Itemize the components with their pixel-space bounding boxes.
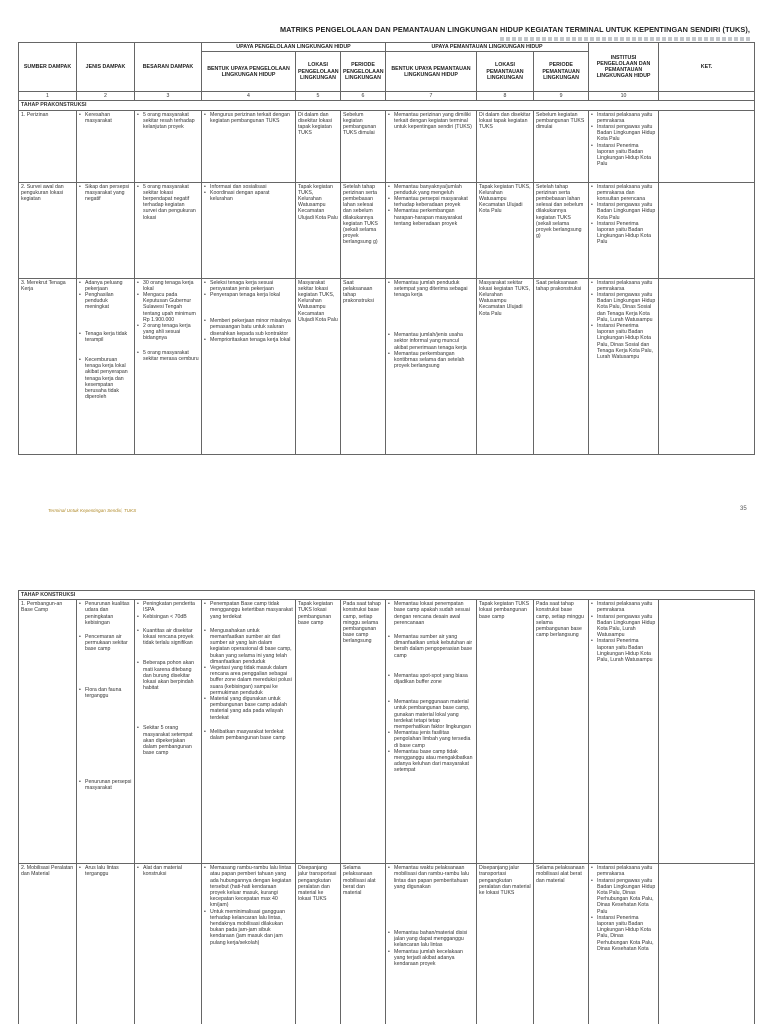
col-number: 5: [296, 92, 341, 101]
cell-institusi: [589, 278, 659, 454]
cell-institusi: [589, 110, 659, 182]
list-item: • Penghasilan penduduk meningkat: [79, 292, 132, 311]
cell-besaran: [135, 278, 202, 454]
list-item: • Instansi pengawas yaitu Badan Lingkungan Hidup Kota Palu: [591, 124, 656, 143]
cell-jenis: [77, 278, 135, 454]
table-row: [19, 182, 755, 278]
list-item: • Memantau persepsi masyarakat terhadap keberadaan proyek: [388, 196, 474, 208]
list-item: • Peningkatan penderita ISPA: [137, 601, 199, 613]
col-number: 7: [386, 92, 477, 101]
cell-sumber: 1. Perizinan: [19, 110, 77, 182]
list-item: • Sikap dan persepsi masyarakat yang negatif: [79, 184, 132, 203]
list-item: • Arus lalu lintas terganggu: [79, 865, 132, 877]
list-item: • Melibatkan masyarakat terdekat dalam pembangunan base camp: [204, 729, 293, 741]
col-besaran-dampak: BESARAN DAMPAK: [135, 43, 202, 92]
page-gap: [0, 530, 768, 540]
list-item: • Instansi Penerima laporan yaitu Badan Lingkungan Hidup Kota Palu, Dinas Sosial dan Tenaga Kerja Kota Palu, Lurah Watusampu: [591, 323, 656, 360]
cell-besaran: [135, 110, 202, 182]
cell-periode-pantau: Saat pelaksanaan tahap prakonstruksi: [534, 278, 589, 454]
cell-lokasi-pantau: Masyarakat sekitar lokasi kegiatan TUKS, Kelurahan Watusampu Kecamatan Ulujadi Kota Palu: [477, 278, 534, 454]
cell-bentuk-kelola: [202, 110, 296, 182]
list-item: • Memantau lokasi penempatan base camp apakah sudah sesuai dengan rencana desain awal perencanaan: [388, 601, 474, 626]
col-number: 9: [534, 92, 589, 101]
cell-bentuk-pantau: [386, 278, 477, 454]
cell-bentuk-pantau: [386, 182, 477, 278]
list-item: • Seleksi tenaga kerja sesuai persyaratan jenis pekerjaan: [204, 280, 293, 292]
list-item: • 5 orang masyarakat sekitar resah terhadap kelanjutan proyek: [137, 112, 199, 131]
col-number: 10: [589, 92, 659, 101]
cell-institusi: [589, 600, 659, 864]
cell-periode-pantau: Selama pelaksanaan mobilisasi alat berat dan material: [534, 864, 589, 1024]
list-item: • Instansi pelaksana yaitu pemrakarsa: [591, 865, 656, 877]
cell-ket: [659, 278, 755, 454]
list-item: • Memantau penggunaan material untuk pembangunan base camp, gunakan material lokal yang terdekat tetapi tetap memperhatikan faktor lingkungan: [388, 699, 474, 730]
cell-jenis: [77, 110, 135, 182]
cell-lokasi-kelola: Tapak kegiatan TUKS, Kelurahan Watusampu Kecamatan Ulujadi Kota Palu: [296, 182, 341, 278]
cell-bentuk-pantau: [386, 600, 477, 864]
page-number: 35: [740, 506, 747, 512]
list-item: • 5 orang masyarakat sekitar lokasi berpendapat negatif terhadap kegiatan survei dan pengukuran lokasi: [137, 184, 199, 221]
list-item: • Memantau perkembangan harapan-harapan masyarakat tentang keberadaan proyek: [388, 208, 474, 227]
list-item: • Penurunan kualitas udara dan peningkatan kebisingan: [79, 601, 132, 626]
list-item: • Koordinasi dengan aparat kelurahan: [204, 190, 293, 202]
table-row: [19, 110, 755, 182]
list-item: • 30 orang tenaga kerja lokal: [137, 280, 199, 292]
list-item: • Keresahan masyarakat: [79, 112, 132, 124]
cell-sumber: 2. Survei awal dan pengukuran lokasi kegiatan: [19, 182, 77, 278]
list-item: • Untuk meminimalisasi gangguan terhadap kelancaran lalu lintas, hendaknya mobilisasi dilakukan bukan pada jam-jam sibuk kendaraan (jam masuk dan jam pulang kerja/sekolah): [204, 909, 293, 946]
cell-periode-pantau: Setelah tahap perizinan serta pembebasan lahan selesai dan sebelum dilakukannya kegiatan TUKS (sekali selama proyek berlangsung g): [534, 182, 589, 278]
col-number: 1: [19, 92, 77, 101]
list-item: • Instansi pelaksana yaitu pemrakarsa: [591, 112, 656, 124]
cell-institusi: [589, 182, 659, 278]
cell-besaran: [135, 864, 202, 1024]
list-item: • Memantau perkembangan kontibrnas selama dan setelah proyek berlangsung: [388, 351, 474, 370]
list-item: • Kebisingan < 70dB: [137, 614, 199, 620]
cell-sumber: 3. Merekrut Tenaga Kerja: [19, 278, 77, 454]
cell-bentuk-kelola: [202, 182, 296, 278]
cell-ket: [659, 110, 755, 182]
cell-ket: [659, 864, 755, 1024]
list-item: • 2 orang tenaga kerja yang ahli sesuai bidangnya: [137, 323, 199, 342]
cell-lokasi-kelola: Tapak kegiatan TUKS lokasi pembangunan base camp: [296, 600, 341, 864]
col-number: 4: [202, 92, 296, 101]
list-item: • Memantau jumlah kecelakaan yang terjadi akibat adanya kendaraan proyek: [388, 949, 474, 968]
col-periode-pemantauan: PERIODE PEMANTAUAN LINGKUNGAN: [534, 52, 589, 92]
list-item: • Instansi pengawas yaitu Badan Lingkungan Hidup Kota Palu, Dinas Perhubungan Kota Palu, Dinas Kesehatan Kota Palu: [591, 878, 656, 915]
cell-lokasi-pantau: Tapak kegiatan TUKS lokasi pembangunan base camp: [477, 600, 534, 864]
cell-periode-pantau: Pada saat tahap konstruksi base camp, setiap minggu selama pembangunan base camp berlangsung: [534, 600, 589, 864]
list-item: • Instansi pelaksana yaitu pemrakarsa: [591, 280, 656, 292]
list-item: • Memantau sumber air yang dimanfaatkan untuk kebutuhan air bersih dalam pengoperasian base camp: [388, 634, 474, 659]
list-item: • Flora dan fauna terganggu: [79, 687, 132, 699]
cell-jenis: [77, 182, 135, 278]
list-item: • Memantau spot-spot yang biasa dijadikan buffer zone: [388, 673, 474, 685]
list-item: • Penurunan persepsi masyarakat: [79, 779, 132, 791]
col-number-ket: [659, 92, 755, 101]
cell-periode-kelola: Selama pelaksanaan mobilisasi alat berat dan material: [341, 864, 386, 1024]
col-bentuk-pengelolaan: BENTUK UPAYA PENGELOLAAN LINGKUNGAN HIDUP: [202, 52, 296, 92]
document-title: MATRIKS PENGELOLAAN DAN PEMANTAUAN LINGKUNGAN HIDUP KEGIATAN TERMINAL UNTUK KEPENTINGAN SENDIRI (TUKS),: [280, 25, 750, 34]
list-item: • Memantau base camp tidak mengganggu atau mengakibatkan adanya keluhan dari masyarakat setempat: [388, 749, 474, 774]
table-row: [19, 864, 755, 1024]
matrix-table-prakonstruksi: [18, 42, 755, 455]
list-item: • Mengacu pada Keputusan Gubernur Sulawesi Tengah tentang upah minimum Rp 1.900.000: [137, 292, 199, 323]
cell-bentuk-pantau: [386, 864, 477, 1024]
list-item: • Adanya peluang pekerjaan: [79, 280, 132, 292]
section-title: TAHAP KONSTRUKSI: [19, 591, 755, 600]
col-lokasi-pemantauan: LOKASI PEMANTAUAN LINGKUNGAN: [477, 52, 534, 92]
list-item: • Memantau waktu pelaksanaan mobilisasi dan rambu-rambu lalu lintas dan papan pemberitahuan yang digunakan: [388, 865, 474, 890]
list-item: • Penempatan Base camp tidak mengganggu ketertiban masyarakat yang terdekat: [204, 601, 293, 620]
list-item: • Instansi pengawas yaitu Badan Lingkungan Hidup Kota Palu: [591, 202, 656, 221]
list-item: • Kecemburuan tenaga kerja lokal akibat penyerapan tenaga kerja dan kesempatan berusaha tidak diperoleh: [79, 357, 132, 400]
col-periode-pengelolaan: PERIODE PENGELOLAAN LINGKUNGAN: [341, 52, 386, 92]
table-row: [19, 600, 755, 864]
bleed-through-text: [500, 37, 750, 41]
list-item: • Tenaga kerja tidak terampil: [79, 331, 132, 343]
cell-bentuk-kelola: [202, 278, 296, 454]
list-item: • Instansi Penerima laporan yaitu Badan Lingkungan Hidup Kota Palu, Dinas Perhubungan Kota Palu, Dinas Kesehatan Kota: [591, 915, 656, 952]
list-item: • Sekitar 5 orang masyarakat setempat akan dipekerjakan dalam pembangunan base camp: [137, 725, 199, 756]
col-lokasi-pengelolaan: LOKASI PENGELOLAAN LINGKUNGAN: [296, 52, 341, 92]
list-item: • Instansi pelaksana yaitu pemrakarsa dan konsultan perencana: [591, 184, 656, 203]
col-number: 6: [341, 92, 386, 101]
list-item: • Memantau bahan/material disisi jalan yang dapat mengganggu kelancaran lalu lintas: [388, 930, 474, 949]
list-item: • Memantau jumlah/jenis usaha sektor informal yang muncul akibat penerimaan tenaga kerja: [388, 332, 474, 351]
cell-bentuk-pantau: [386, 110, 477, 182]
list-item: • Memantau perizinan yang dimiliki terkait dengan kegiatan terminal untuk kepentingan sendiri (TUKS): [388, 112, 474, 131]
cell-lokasi-pantau: Disepanjang jalur transportasi pengangkutan peralatan dan material ke lokasi TUKS: [477, 864, 534, 1024]
list-item: • Pencemaran air permukaan sekitar base camp: [79, 634, 132, 653]
col-jenis-dampak: JENIS DAMPAK: [77, 43, 135, 92]
cell-periode-pantau: Sebelum kegiatan pembangunan TUKS dimulai: [534, 110, 589, 182]
cell-lokasi-kelola: Disepanjang jalur transportasi pengangkutan peralatan dan material ke lokasi TUKS: [296, 864, 341, 1024]
list-item: • Memantau jenis fasilitas pengolahan limbah yang tersedia di base camp: [388, 730, 474, 749]
cell-institusi: [589, 864, 659, 1024]
list-item: • Material yang digunakan untuk pembangunan base camp adalah material yang ada pada wilayah terdekat: [204, 696, 293, 721]
cell-lokasi-kelola: Di dalam dan disekitar lokasi tapak kegiatan TUKS: [296, 110, 341, 182]
group-upaya-pemantauan: UPAYA PEMANTAUAN LINGKUNGAN HIDUP: [386, 43, 589, 52]
list-item: • Informasi dan sosialisasi: [204, 184, 293, 190]
cell-lokasi-kelola: Masyarakat sekitar lokasi kegiatan TUKS, Kelurahan Watusampu Kecamatan Ulujadi Kota Palu: [296, 278, 341, 454]
cell-lokasi-pantau: Tapak kegiatan TUKS, Kelurahan Watusampu Kecamatan Ulujadi Kota Palu: [477, 182, 534, 278]
list-item: • Memprioritaskan tenaga kerja lokal: [204, 337, 293, 343]
list-item: • Memasang rambu-rambu lalu lintas atau papan pemberi tahuan yang ada hubungannya dengan kegiatan tersebut (hati-hati kendaraan proyek keluar masuk, kurangi kecepatan kecepatan max 40 km/jam): [204, 865, 293, 908]
page-36: [0, 540, 768, 1024]
col-ket: KET.: [659, 43, 755, 92]
cell-bentuk-kelola: [202, 864, 296, 1024]
list-item: • Penyerapan tenaga kerja lokal: [204, 292, 293, 298]
group-upaya-pengelolaan: UPAYA PENGELOLAAN LINGKUNGAN HIDUP: [202, 43, 386, 52]
cell-lokasi-pantau: Di dalam dan disekitar lokasi tapak kegiatan TUKS: [477, 110, 534, 182]
col-number: 2: [77, 92, 135, 101]
footer-text: Terminal Untuk Kepentingan Sendiri, TUKS: [48, 508, 137, 513]
cell-ket: [659, 600, 755, 864]
cell-ket: [659, 182, 755, 278]
cell-periode-kelola: Saat pelaksanaan tahap prakonstruksi: [341, 278, 386, 454]
cell-periode-kelola: Sebelum kegiatan pembangunan TUKS dimulai: [341, 110, 386, 182]
list-item: • Instansi pengawas yaitu Badan Lingkungan Hidup Kota Palu, Dinas Sosial dan Tenaga Kerja Kota Palu, Lurah Watusampu: [591, 292, 656, 323]
list-item: • Kuantitas air disekitar lokasi rencana proyek tidak terlalu signifikan: [137, 628, 199, 647]
list-item: • Alat dan material konstruksi: [137, 865, 199, 877]
list-item: • Beberapa pohon akan mati karena ditebang dan burung disekitar lokasi akan berpindah habitat: [137, 660, 199, 691]
cell-sumber: 2. Mobilisasi Peralatan dan Material: [19, 864, 77, 1024]
table-row: [19, 278, 755, 454]
list-item: • Vegetasi yang tidak masuk dalam rencana area penggalian sebagai buffer zone dalam mereduksi polusi suara (kebisingan) sampai ke permukiman penduduk: [204, 665, 293, 696]
list-item: • Memberi pekerjaan minor misalnya pemasangan batu untuk saluran diserahkan kepada sub kontraktor: [204, 318, 293, 337]
list-item: • Memantau banyaknya/jumlah penduduk yang mengeluh: [388, 184, 474, 196]
cell-jenis: [77, 600, 135, 864]
col-institusi: INSTITUSI PENGELOLAAN DAN PEMANTAUAN LINGKUNGAN HIDUP: [589, 43, 659, 92]
col-number: 3: [135, 92, 202, 101]
col-number: 8: [477, 92, 534, 101]
list-item: • Memantau jumlah penduduk setempat yang diterima sebagai tenaga kerja: [388, 280, 474, 299]
cell-bentuk-kelola: [202, 600, 296, 864]
cell-jenis: [77, 864, 135, 1024]
list-item: • Instansi Penerima laporan yaitu Badan Lingkungan Hidup Kota Palu: [591, 221, 656, 246]
col-sumber-dampak: SUMBER DAMPAK: [19, 43, 77, 92]
col-bentuk-pemantauan: BENTUK UPAYA PEMANTAUAN LINGKUNGAN HIDUP: [386, 52, 477, 92]
list-item: • 5 orang masyarakat sekitar merasa cemburu: [137, 350, 199, 362]
list-item: • Mengurus perizinan terkait dengan kegiatan pembangunan TUKS: [204, 112, 293, 124]
section-title: TAHAP PRAKONSTRUKSI: [19, 101, 755, 110]
cell-besaran: [135, 182, 202, 278]
list-item: • Instansi pengawas yaitu Badan Lingkungan Hidup Kota Palu, Lurah Watusampu: [591, 614, 656, 639]
matrix-table-konstruksi: [18, 590, 755, 1024]
list-item: • Mengusahakan untuk memanfaatkan sumber air dari sumber air yang lain dalam kegiatan operasional di base camp, bukan yang selama ini yang telah dimanfaatkan penduduk: [204, 628, 293, 665]
list-item: • Instansi pelaksana yaitu pemrakarsa: [591, 601, 656, 613]
cell-besaran: [135, 600, 202, 864]
list-item: • Instansi Penerima laporan yaitu Badan Lingkungan Hidup Kota Palu: [591, 143, 656, 168]
cell-periode-kelola: Pada saat tahap konstruksi base camp, setiap minggu selama pembangunan base camp berlangsung: [341, 600, 386, 864]
cell-periode-kelola: Setelah tahap perizinan serta pembebasan lahan selesai dan sebelum dilakukannya kegiatan TUKS (sekali selama proyek berlangsung g): [341, 182, 386, 278]
list-item: • Instansi Penerima laporan yaitu Badan Lingkungan Hidup Kota Palu, Lurah Watusampu: [591, 638, 656, 663]
cell-sumber: 1. Pembangun-an Base Camp: [19, 600, 77, 864]
